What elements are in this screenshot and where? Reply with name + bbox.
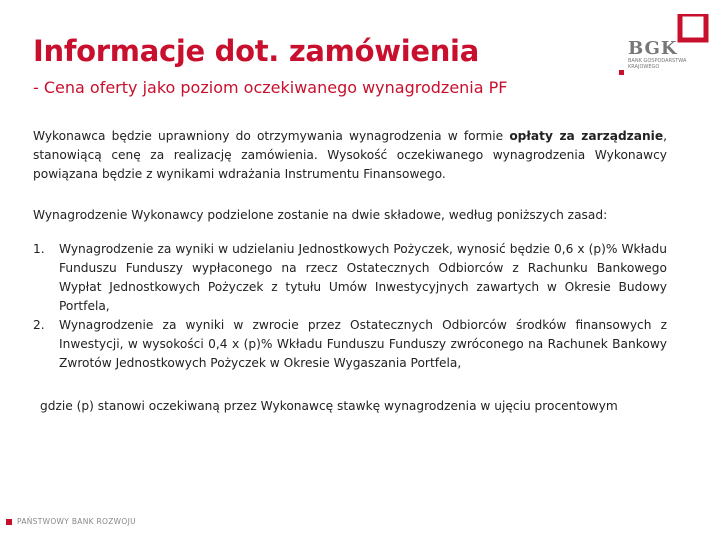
- closing-note: gdzie (p) stanowi oczekiwaną przez Wykonawcę stawkę wynagrodzenia w ujęciu procentowym: [40, 399, 618, 413]
- logo-name: BGK: [628, 38, 678, 59]
- list-item-number: 1.: [33, 242, 45, 256]
- list-item-number: 2.: [33, 318, 45, 332]
- footer-logo-icon: [6, 519, 12, 525]
- list-item: [33, 240, 667, 316]
- logo-accent-square: [619, 70, 624, 75]
- list-item-text: Wynagrodzenie za wyniki w udzielaniu Jednostkowych Pożyczek, wynosić będzie 0,6 x (p)% Wkładu Funduszu Funduszy wypłaconego na rzecz Ostatecznych Odbiorców z Rachunku Bankowego Wypłat Jednostkowych Pożyczek z tytułu Umów Inwestycyjnych zawartych w Okresie Budowy Portfela,: [59, 242, 667, 313]
- page-subtitle: - Cena oferty jako poziom oczekiwanego wynagrodzenia PF: [33, 78, 508, 97]
- paragraph-intro-bold: opłaty za zarządzanie: [509, 129, 664, 143]
- footer-text: PAŃSTWOWY BANK ROZWOJU: [17, 517, 136, 526]
- paragraph-rules: Wynagrodzenie Wykonawcy podzielone zostanie na dwie składowe, według poniższych zasad:: [33, 208, 608, 222]
- list-item: [33, 316, 667, 373]
- page-title: Informacje dot. zamówienia: [33, 34, 479, 68]
- footer: [6, 517, 136, 526]
- paragraph-intro-part2: , stanowiącą cenę za realizację zamówienia. Wysokość oczekiwanego wynagrodzenia Wykonawcy powiązana będzie z wynikami wdrażania Instrumentu Finansowego.: [33, 129, 667, 181]
- logo-subtitle: BANK GOSPODARSTWA KRAJOWEGO: [628, 58, 687, 70]
- rules-list: [33, 240, 667, 373]
- paragraph-intro: [33, 127, 667, 184]
- paragraph-intro-part1: Wykonawca będzie uprawniony do otrzymywania wynagrodzenia w formie: [33, 129, 510, 143]
- list-item-text: Wynagrodzenie za wyniki w zwrocie przez Ostatecznych Odbiorców środków finansowych z Inwestycji, w wysokości 0,4 x (p)% Wkładu Funduszu Funduszy zwróconego na Rachunek Bankowy Zwrotów Jednostkowych Pożyczek w Okresie Wygaszania Portfela,: [59, 318, 667, 370]
